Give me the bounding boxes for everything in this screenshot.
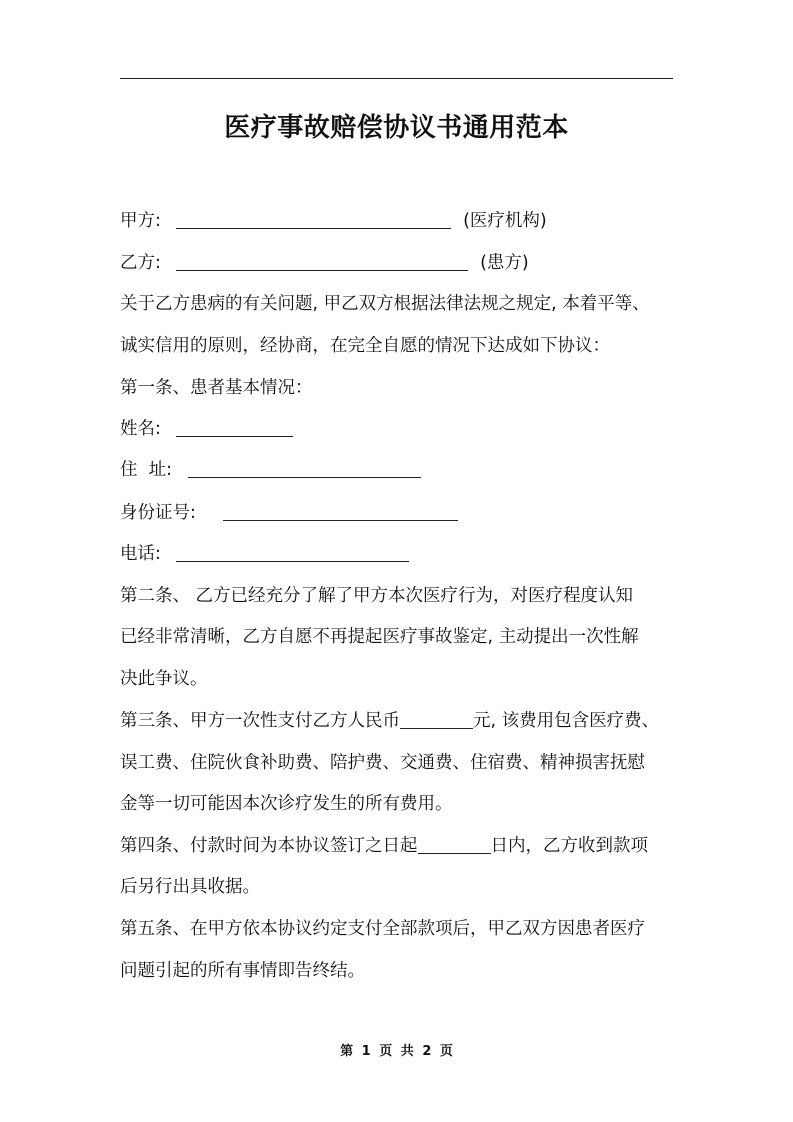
id-blank[interactable] [223, 502, 458, 521]
footer-ye-2: 页 [439, 1044, 453, 1059]
name-line [120, 416, 676, 442]
article-3-line-3: 金等一切可能因本次诊疗发生的所有费用。 [120, 794, 453, 814]
name-label: 姓名: [120, 419, 161, 439]
address-line [120, 457, 676, 483]
article-2-line-1: 第二条、 乙方已经充分了解了甲方本次医疗行为，对医疗程度认知 [120, 586, 634, 606]
article-5-line-2: 问题引起的所有事情即告终结。 [120, 961, 365, 981]
id-line [120, 500, 676, 526]
page-footer [0, 1042, 793, 1062]
party-b-blank[interactable] [176, 252, 468, 271]
article-3-line-1 [120, 708, 676, 734]
article-4-text-before: 第四条、付款时间为本协议签订之日起 [120, 836, 418, 856]
phone-blank[interactable] [176, 543, 409, 562]
party-b-line [120, 250, 676, 276]
party-a-line [120, 208, 676, 234]
article-3-line-2: 误工费、住院伙食补助费、陪护费、交通费、住宿费、精神损害抚慰 [120, 753, 645, 773]
party-a-suffix: (医疗机构) [463, 211, 547, 231]
amount-blank[interactable] [400, 710, 473, 729]
footer-total-pages: 2 [422, 1044, 432, 1059]
article-2-line-2: 已经非常清晰，乙方自愿不再提起医疗事故鉴定, 主动提出一次性解 [120, 627, 639, 647]
days-blank[interactable] [418, 835, 491, 854]
footer-gong: 共 [400, 1044, 414, 1059]
intro-line-2: 诚实信用的原则，经协商，在完全自愿的情况下达成如下协议： [120, 336, 610, 356]
footer-ye: 页 [379, 1044, 393, 1059]
article-1-heading: 第一条、患者基本情况： [120, 378, 313, 398]
footer-page-number: 1 [361, 1044, 371, 1059]
party-b-label: 乙方: [120, 253, 161, 273]
name-blank[interactable] [176, 418, 293, 437]
intro-line-1: 关于乙方患病的有关问题, 甲乙双方根据法律法规之规定, 本着平等、 [120, 294, 650, 314]
article-4-line-1 [120, 833, 676, 859]
party-b-suffix: (患方) [480, 253, 529, 273]
article-4-text-after: 日内，乙方收到款项 [490, 836, 648, 856]
party-a-blank[interactable] [176, 210, 451, 229]
header-rule [120, 78, 673, 79]
address-label: 住 址: [120, 460, 173, 480]
article-5-line-1: 第五条、在甲方依本协议约定支付全部款项后，甲乙双方因患者医疗 [120, 919, 645, 939]
document-title: 医疗事故赔偿协议书通用范本 [224, 113, 569, 143]
id-label: 身份证号: [120, 503, 196, 523]
article-4-line-2: 后另行出具收据。 [120, 877, 260, 897]
phone-label: 电话: [120, 544, 161, 564]
article-3-text-after: 元, 该费用包含医疗费、 [473, 711, 660, 731]
phone-line [120, 541, 676, 567]
article-2-line-3: 决此争议。 [120, 669, 208, 689]
address-blank[interactable] [188, 459, 421, 478]
article-3-text-before: 第三条、甲方一次性支付乙方人民币 [120, 711, 400, 731]
party-a-label: 甲方: [120, 211, 161, 231]
footer-di: 第 [340, 1044, 354, 1059]
